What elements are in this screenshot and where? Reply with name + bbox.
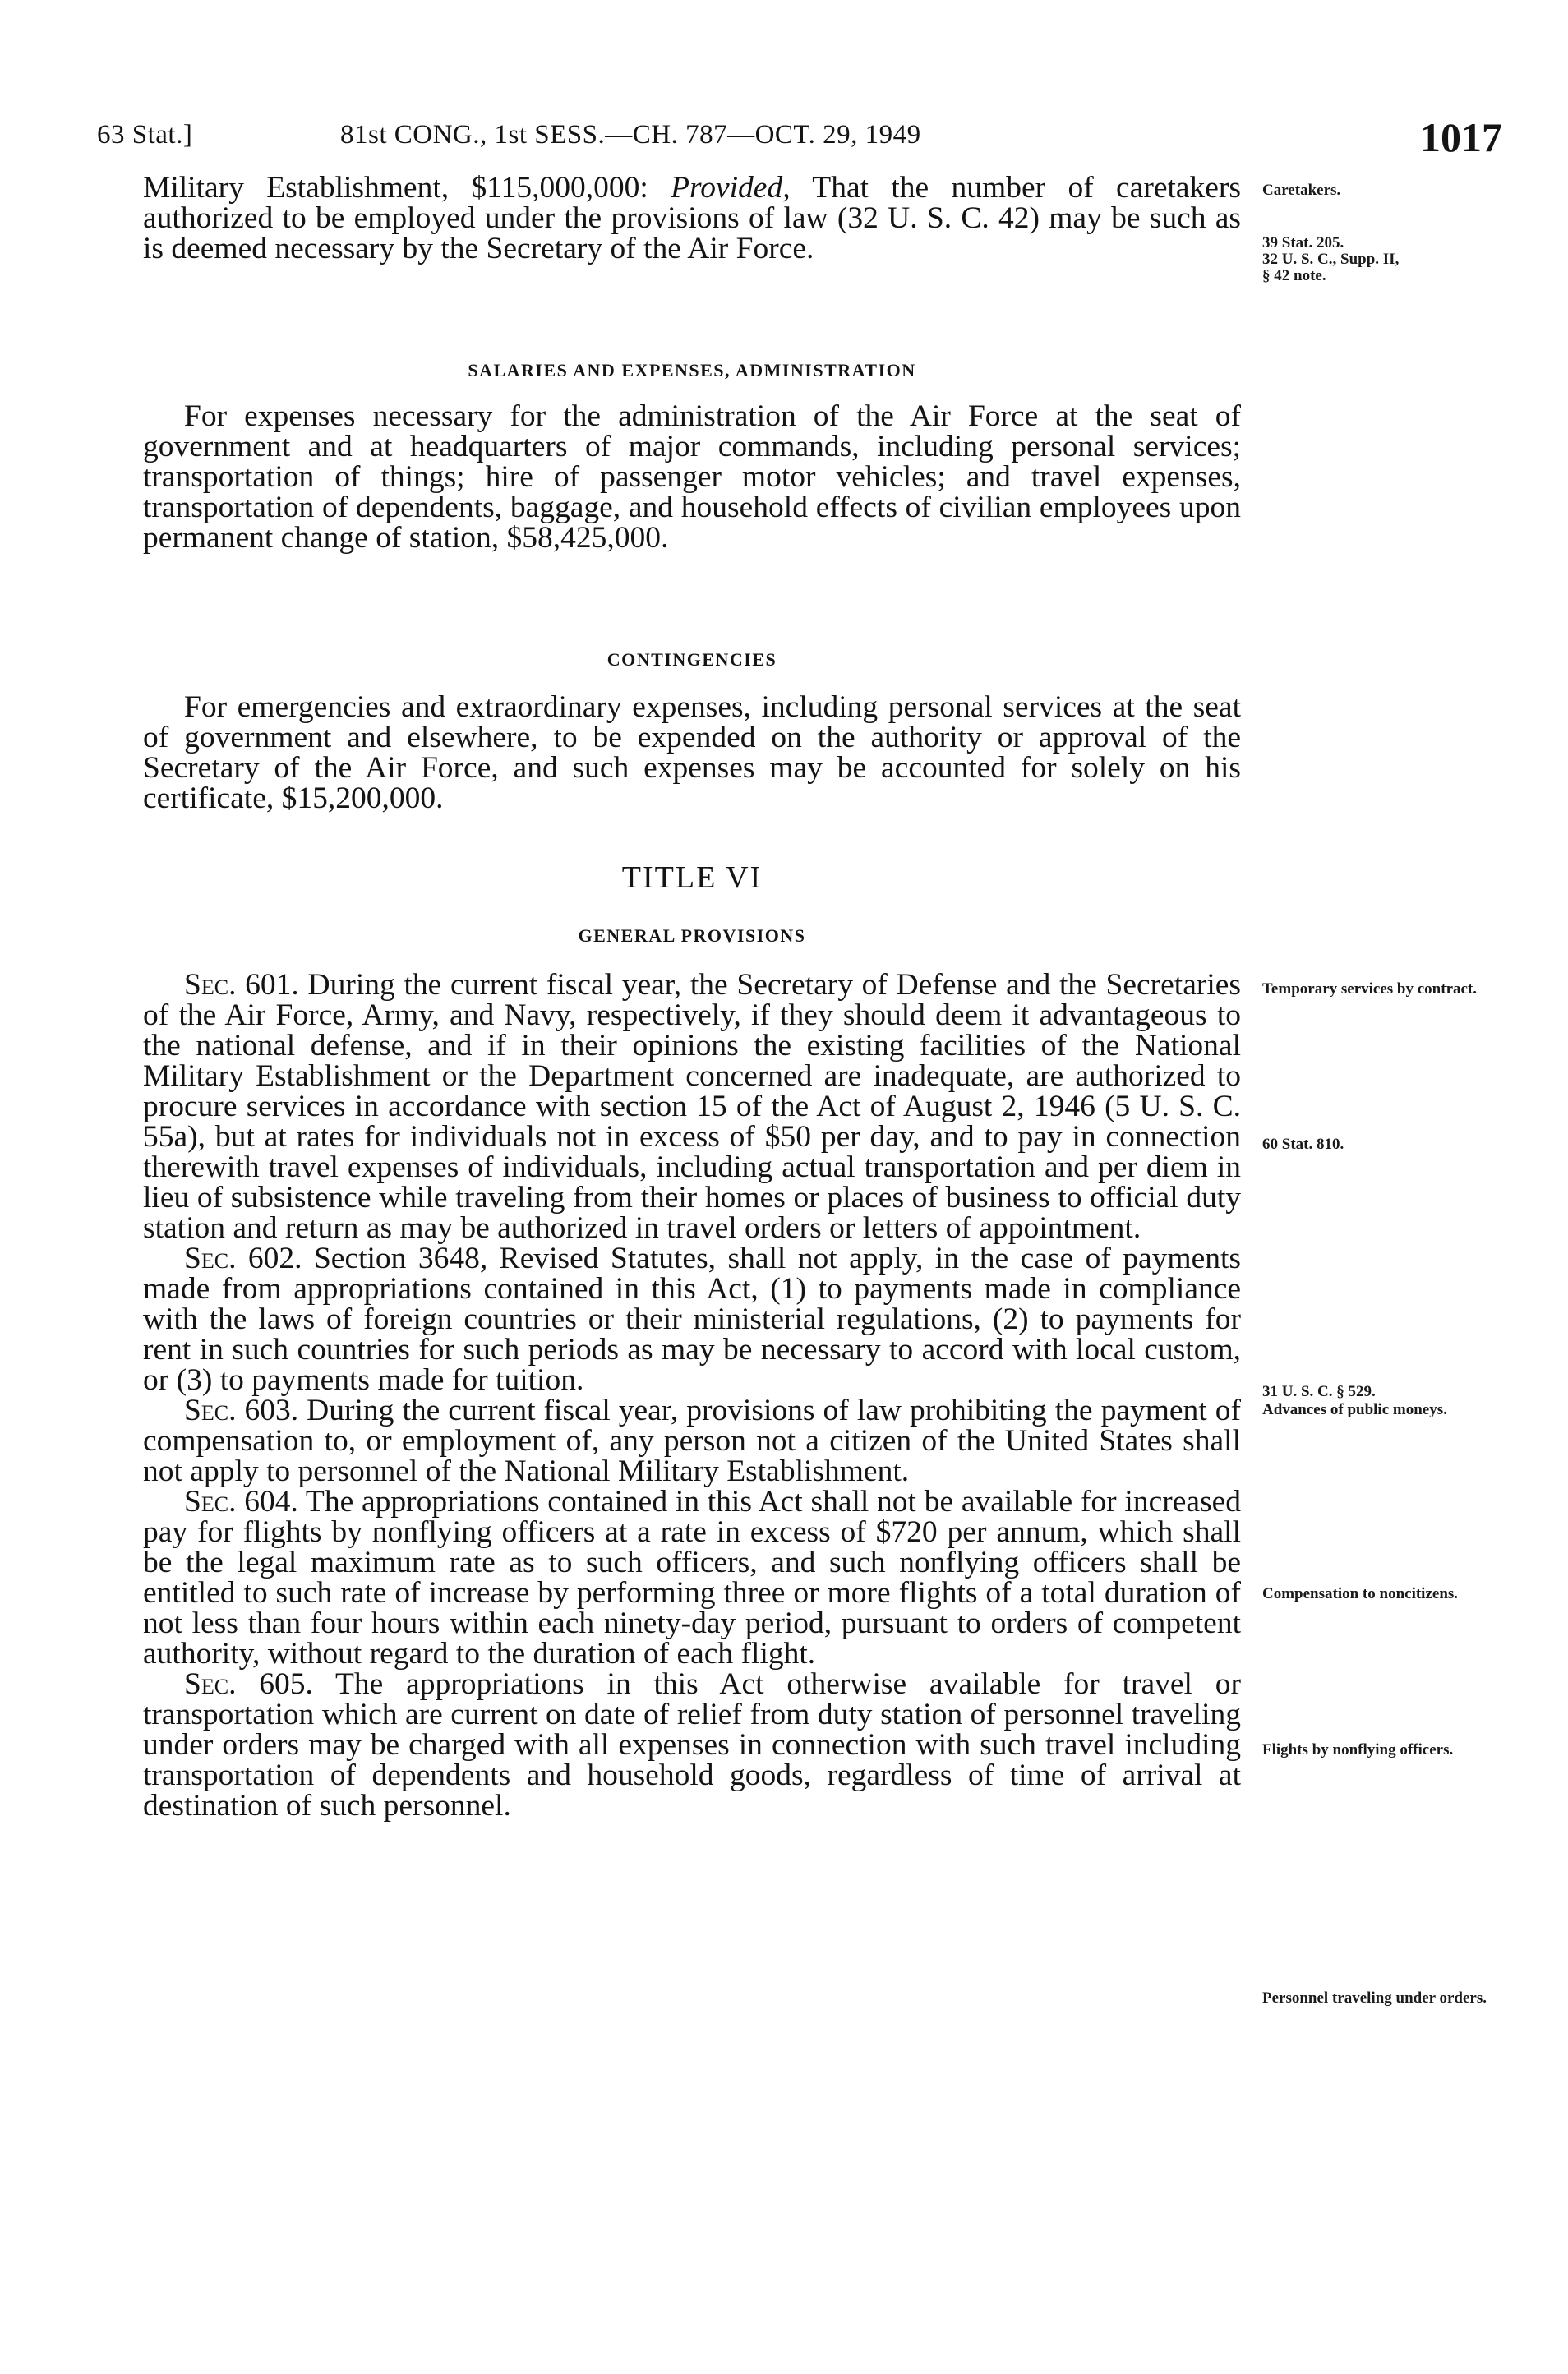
citation-42-note: § 42 note. [1262,267,1326,284]
margin-note-caretakers [1262,182,1509,199]
p1-text: Military Establishment, $115,000,000: [143,171,648,205]
sec604-text: The appropriations contained in this Act shall not be available for increased pay for flights by nonflying officers at a rate in excess of $720 per annum, which shall be the legal maximum rate as to such officers, and such nonflying officers shall be entitled to such rate of increase by performing three or more flights of a total duration of not less than four hours within each ninety-day period, pursuant to orders of competent authority, without regard to the duration of each flight. [143,1485,1241,1671]
paragraph-contingencies [143,692,1241,814]
contingencies-text: For emergencies and extraordinary expenses, including personal services at the seat of government and elsewhere, to be expended on the authority or approval of the Secretary of the Air Force, and such expenses may be accounted for solely on his certificate, $15,200,000. [143,690,1241,815]
page-header [97,113,1502,163]
heading-salaries: SALARIES AND EXPENSES, ADMINISTRATION [468,360,916,380]
margin-note-60-stat: 60 Stat. 810. [1262,1136,1344,1153]
sections-body [143,970,1241,1821]
margin-note-compensation: Compensation to noncitizens. [1262,1585,1459,1602]
paragraph-military-establishment [143,173,1241,264]
heading-contingencies: CONTINGENCIES [606,649,777,670]
sec602-label: Sec. 602. [184,1242,302,1275]
section-604 [143,1487,1241,1669]
sec604-label: Sec. 604. [184,1485,298,1519]
paragraph-salaries [143,401,1241,553]
sec603-text: During the current fiscal year, provisions of law prohibiting the payment of compensation to, or employment of, any person not a citizen of the United States shall not apply to personnel of the National Military Establishment. [143,1394,1241,1488]
citation-32-usc: 32 U. S. C., Supp. II, [1262,251,1400,268]
margin-note-temporary: Temporary services by contract. [1262,980,1478,998]
section-602 [143,1243,1241,1395]
sec605-label: Sec. 605. [184,1667,313,1701]
page-number: 1017 [1420,114,1502,160]
p1-rest: That the number of caretakers authorized to be employed under the provisions of law (32 U. S. C. 42) may be such as is deemed necessary by the Secretary of the Air Force. [143,171,1242,265]
margin-note-31-usc: 31 U. S. C. § 529. [1262,1383,1376,1400]
p1-provided: Provided, [671,171,791,205]
session-chapter-date: 81st CONG., 1st SESS.—CH. 787—OCT. 29, 1949 [340,120,921,150]
statute-reference: 63 Stat.] [97,120,193,150]
sec602-text: Section 3648, Revised Statutes, shall not apply, in the case of payments made from appropriations contained in this Act, (1) to payments made in compliance with the laws of foreign countries or their ministerial regulations, (2) to payments for rent in such countries for such periods as may be necessary to accord with local custom, or (3) to payments made for tuition. [143,1242,1241,1397]
margin-note-citations [1262,235,1509,284]
margin-note-flights: Flights by nonflying officers. [1262,1741,1454,1759]
caretakers-note: Caretakers. [1262,182,1341,199]
section-603 [143,1395,1241,1487]
margin-note-advances: Advances of public moneys. [1262,1401,1447,1418]
title-heading: TITLE VI [621,860,763,895]
sec603-label: Sec. 603. [184,1394,299,1427]
heading-general-provisions: GENERAL PROVISIONS [578,925,806,946]
salaries-text: For expenses necessary for the administration of the Air Force at the seat of government and at headquarters of major commands, including personal services; transportation of things; hire of passenger motor vehicles; and travel expenses, transportation of dependents, baggage, and household effects of civilian employees upon permanent change of station, $58,425,000. [143,399,1241,555]
citation-39-stat: 39 Stat. 205. [1262,234,1344,251]
margin-note-personnel: Personnel traveling under orders. [1262,1989,1487,2007]
sec605-text: The appropriations in this Act otherwise available for travel or transportation which are current on date of relief from duty station of personnel traveling under orders may be charged with all expenses in connection with such travel including transportation of dependents and household goods, regardless of time of arrival at destination of such personnel. [143,1667,1241,1823]
sec601-text: During the current fiscal year, the Secretary of Defense and the Secretaries of the Air Force, Army, and Navy, respectively, if they should deem it advantageous to the national defense, and if in their opinions the existing facilities of the National Military Establishment or the Department concerned are inadequate, are authorized to procure services in accordance with section 15 of the Act of August 2, 1946 (5 U. S. C. 55a), but at rates for individuals not in excess of $50 per day, and to pay in connection therewith travel expenses of individuals, including actual transportation and per diem in lieu of subsistence while traveling from their homes or places of business to official duty station and return as may be authorized in travel orders or letters of appointment. [143,968,1241,1245]
section-605 [143,1669,1241,1821]
section-601 [143,970,1241,1243]
sec601-label: Sec. 601. [184,968,299,1002]
